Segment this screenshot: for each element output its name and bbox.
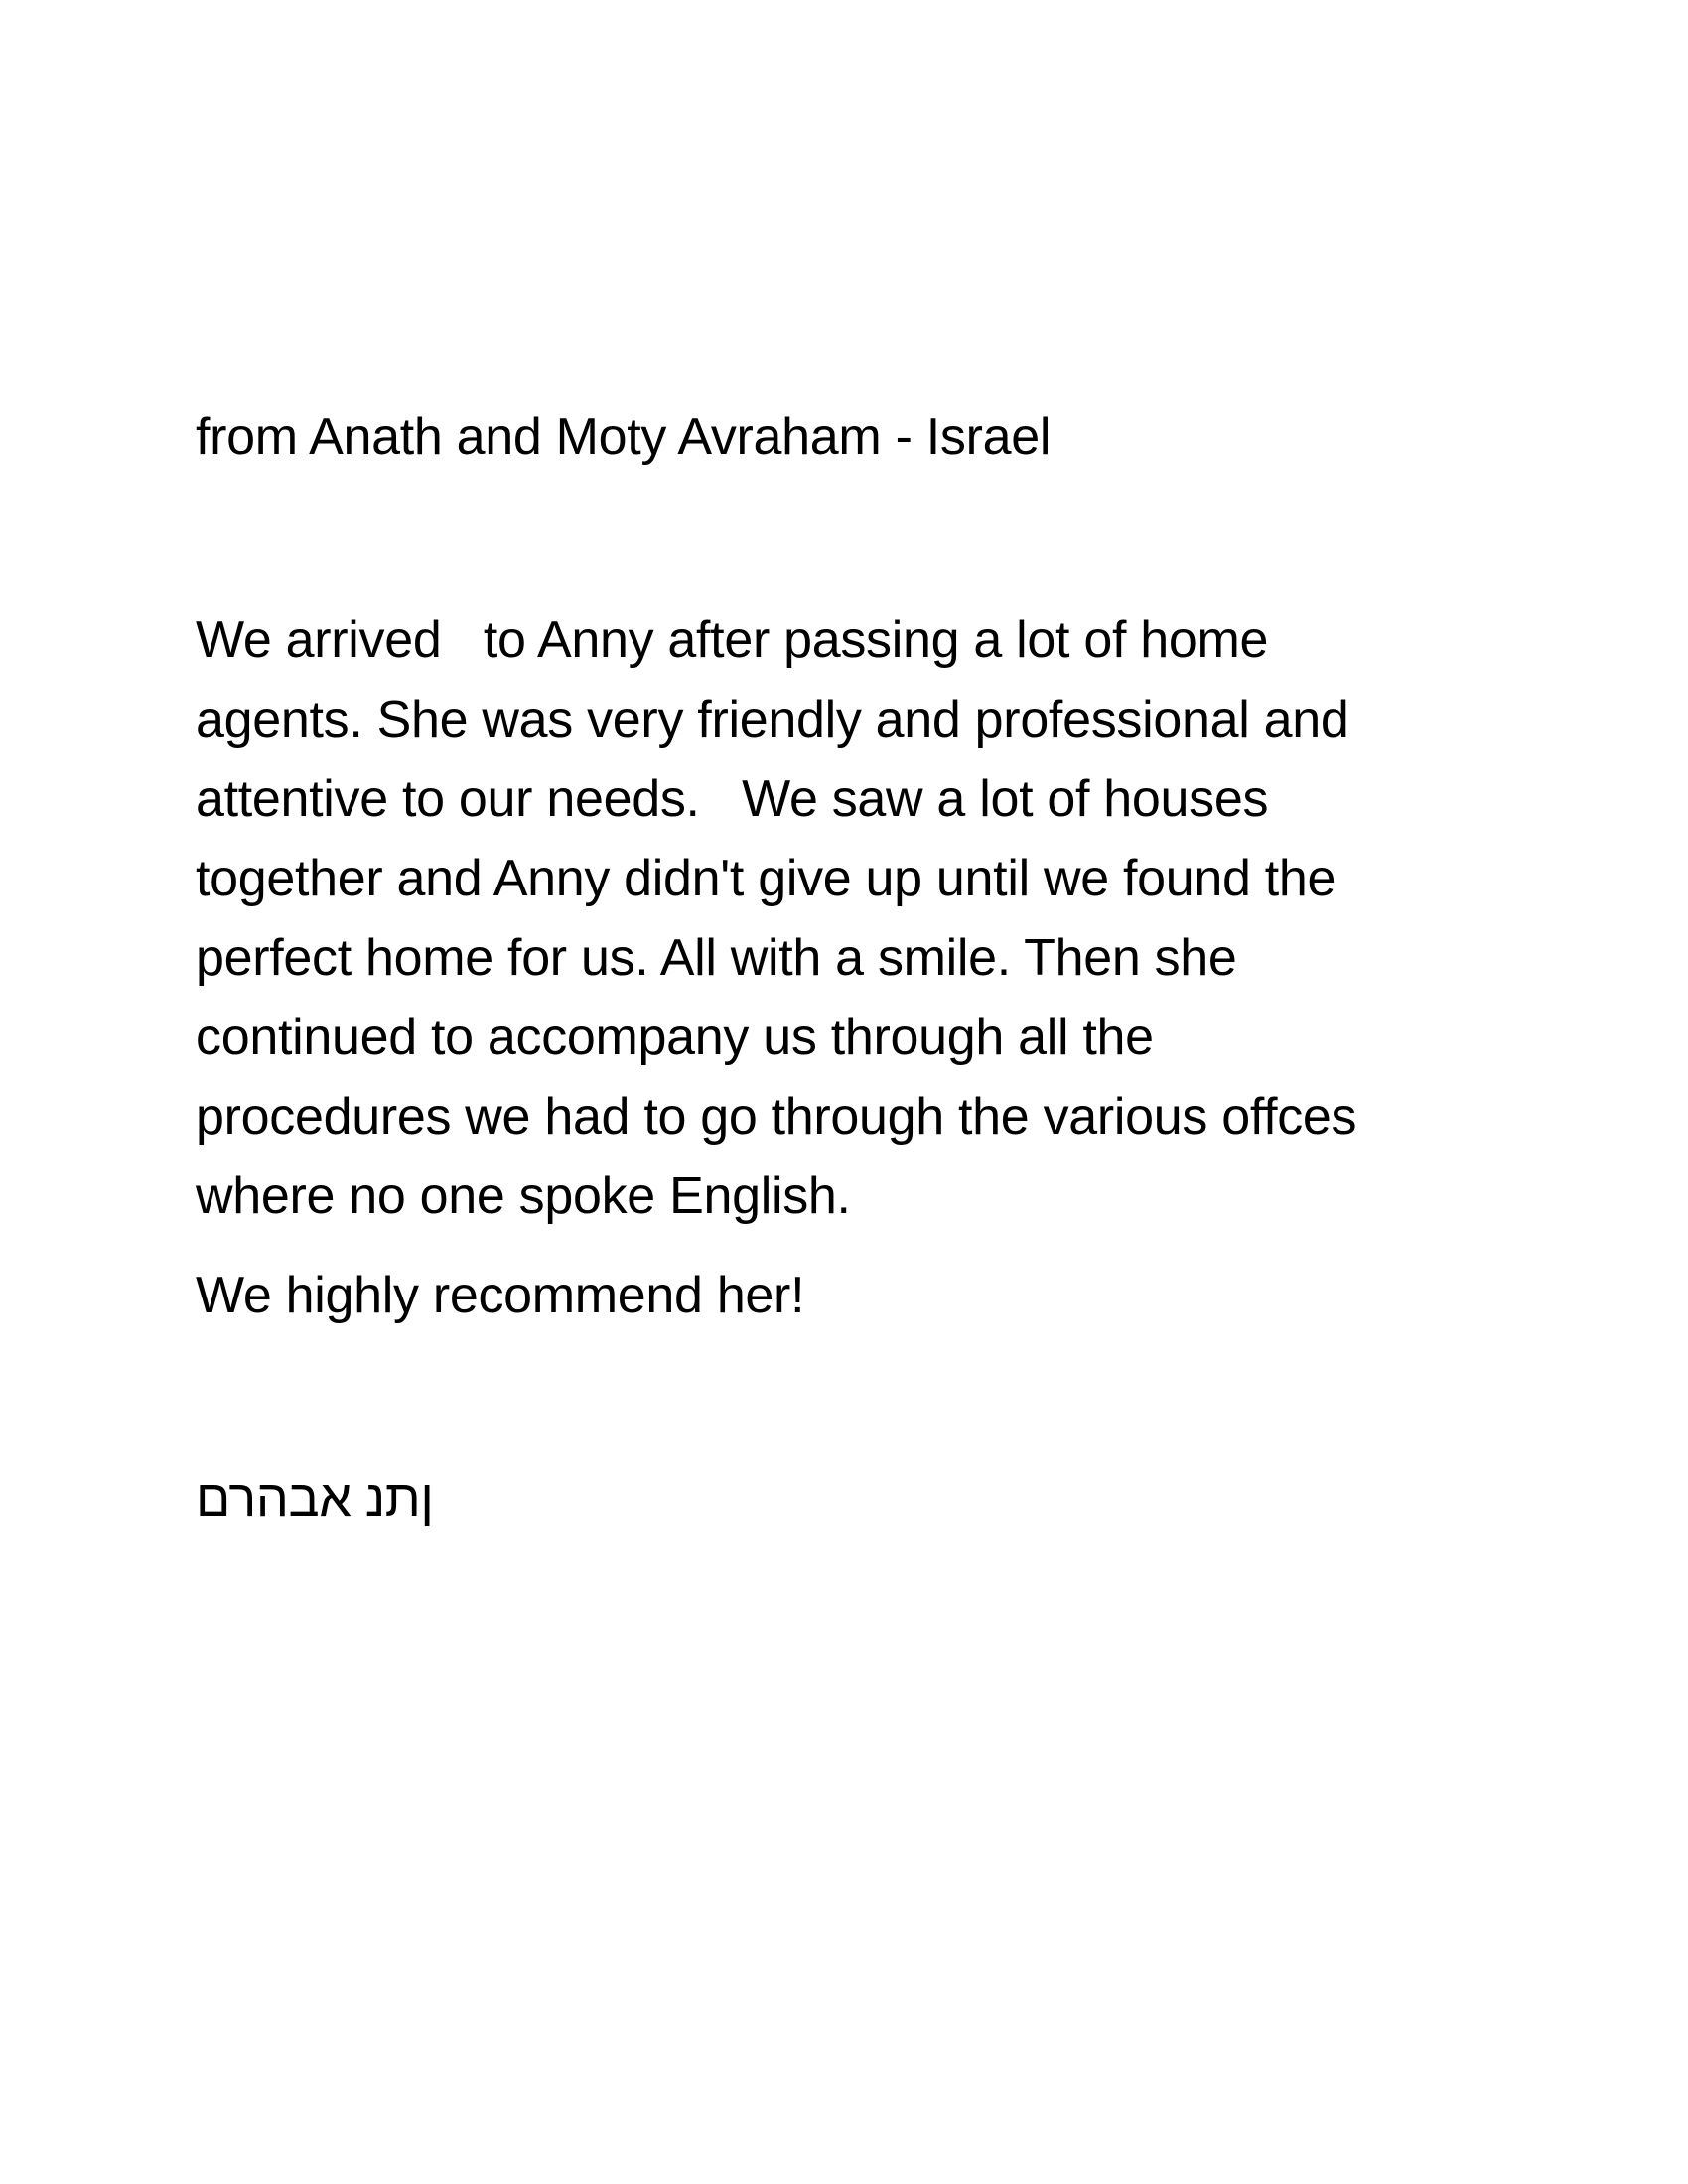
body-line: We arrived to Anny after passing a lot of home [196, 612, 1269, 669]
hebrew-signature: ןתנ אבהרם [196, 1470, 434, 1528]
body-line: together and Anny didn't give up until we found the [196, 850, 1336, 907]
body-line: where no one spoke English. [196, 1167, 851, 1225]
from-line: from Anath and Moty Avraham - Israel [196, 408, 1052, 466]
body-line: attentive to our needs. We saw a lot of houses [196, 770, 1269, 828]
body-line: procedures we had to go through the various offces [196, 1088, 1357, 1146]
body-line: perfect home for us. All with a smile. Then she [196, 929, 1237, 987]
recommendation-line: We highly recommend her! [196, 1267, 805, 1324]
body-line: continued to accompany us through all the [196, 1009, 1154, 1066]
body-line: agents. She was very friendly and professional and [196, 691, 1349, 749]
